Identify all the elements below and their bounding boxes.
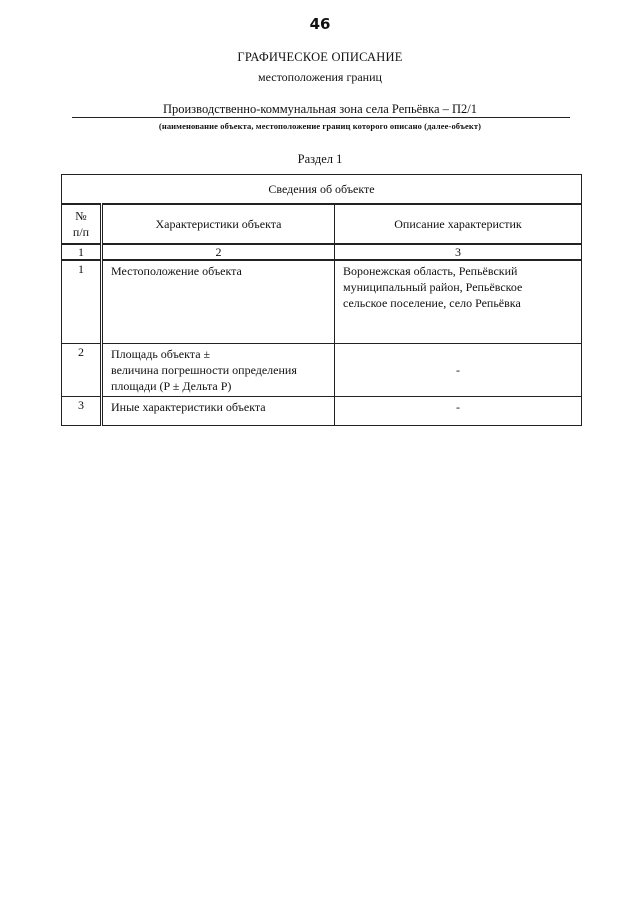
column-header-number xyxy=(62,204,102,244)
column-header-characteristic: Характеристики объекта xyxy=(102,204,335,244)
section-label: Раздел 1 xyxy=(297,152,343,166)
table-row xyxy=(62,344,582,397)
table-row xyxy=(62,260,582,344)
object-name-underline xyxy=(72,117,570,118)
column-index-1: 1 xyxy=(62,244,102,260)
column-index-2: 2 xyxy=(102,244,335,260)
row-characteristic xyxy=(102,260,335,344)
document-subtitle: местоположения границ xyxy=(258,70,382,84)
table-title: Сведения об объекте xyxy=(62,175,582,205)
column-header-number-line2: п/п xyxy=(72,225,90,239)
column-header-number-line1: № xyxy=(75,209,87,223)
column-index-row xyxy=(62,244,582,260)
row-number: 3 xyxy=(62,397,102,426)
document-title: ГРАФИЧЕСКОЕ ОПИСАНИЕ xyxy=(237,50,403,64)
row-characteristic-line: Иные характеристики объекта xyxy=(111,400,266,414)
object-info-table xyxy=(61,174,582,426)
row-number: 2 xyxy=(62,344,102,397)
column-index-3: 3 xyxy=(335,244,582,260)
column-header-description: Описание характеристик xyxy=(335,204,582,244)
row-description-line: муниципальный район, Репьёвское xyxy=(343,280,523,294)
table-title-row xyxy=(62,175,582,205)
row-description-line: сельское поселение, село Репьёвка xyxy=(343,296,521,310)
row-characteristic-line: Местоположение объекта xyxy=(111,264,242,278)
page-number: 46 xyxy=(309,15,331,33)
object-name: Производственно-коммунальная зона села Репьёвка – П2/1 xyxy=(162,102,478,116)
row-number: 1 xyxy=(62,260,102,344)
row-characteristic-line: площади (P ± Дельта P) xyxy=(111,379,232,393)
row-characteristic xyxy=(102,397,335,426)
row-description: - xyxy=(335,344,582,397)
table-row xyxy=(62,397,582,426)
row-description xyxy=(335,260,582,344)
row-characteristic-line: Площадь объекта ± xyxy=(111,347,211,361)
row-description-line: Воронежская область, Репьёвский xyxy=(343,264,518,278)
row-characteristic xyxy=(102,344,335,397)
row-characteristic-line: величина погрешности определения xyxy=(111,363,297,377)
object-caption: (наименование объекта, местоположение границ которого описано (далее-объект) xyxy=(158,121,482,131)
table-header-row xyxy=(62,204,582,244)
row-description: - xyxy=(335,397,582,426)
